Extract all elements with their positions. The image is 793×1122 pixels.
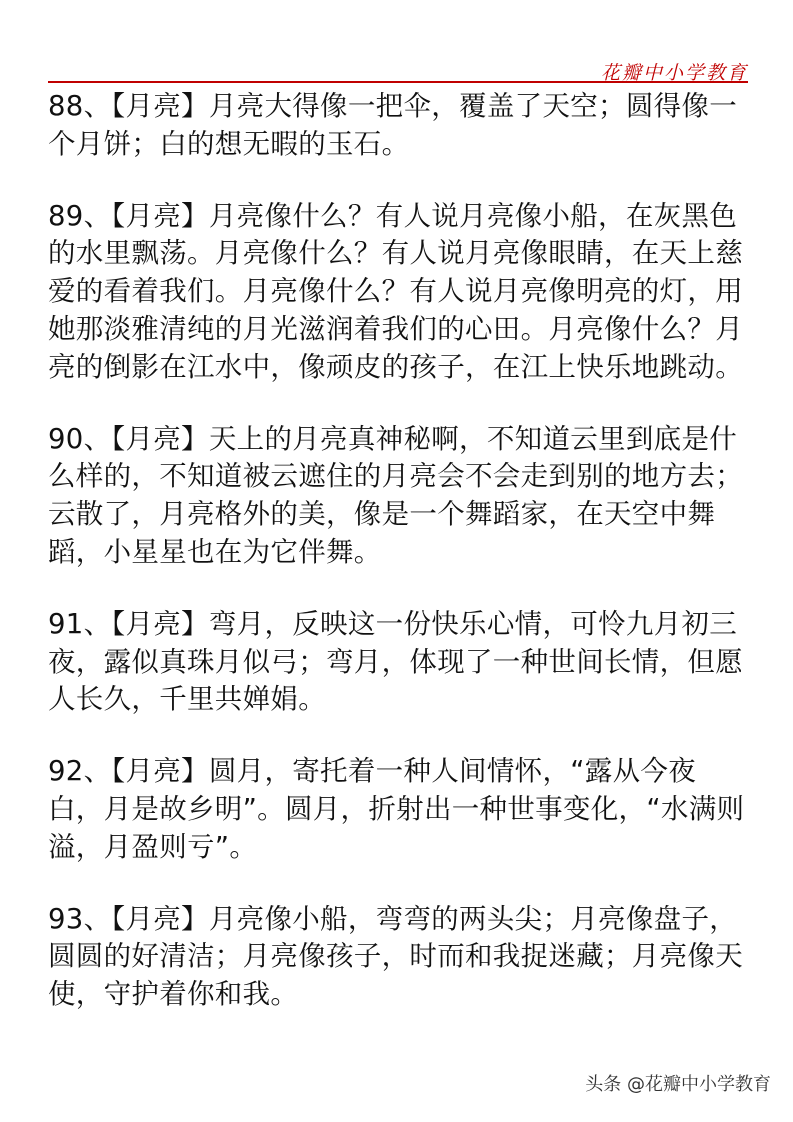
entry-text: 天上的月亮真神秘啊，不知道云里到底是什么样的，不知道被云遮住的月亮会不会走到别的地方去；云散了，月亮格外的美，像是一个舞蹈家，在天空中舞蹈，小星星也在为它伴舞。 <box>48 422 743 568</box>
entry-text: 月亮像小船，弯弯的两头尖；月亮像盘子，圆圆的好清洁；月亮像孩子，时而和我捉迷藏；月亮像天使，守护着你和我。 <box>48 902 743 1011</box>
entry-tag: 【月亮】 <box>111 607 209 640</box>
entry-tag: 【月亮】 <box>111 755 209 788</box>
entry-93 <box>48 901 750 1014</box>
entry-tag: 【月亮】 <box>111 199 209 232</box>
entry-number: 88、 <box>48 90 112 122</box>
header-divider <box>48 81 748 83</box>
entry-text: 月亮大得像一把伞，覆盖了天空；圆得像一个月饼；白的想无暇的玉石。 <box>48 90 738 160</box>
entry-text: 弯月，反映这一份快乐心情，可怜九月初三夜，露似真珠月似弓；弯月，体现了一种世间长情，但愿人长久，千里共婵娟。 <box>48 607 743 716</box>
entry-89 <box>48 198 750 387</box>
entry-91 <box>48 606 750 719</box>
entry-number: 93、 <box>48 902 112 935</box>
entry-number: 89、 <box>48 199 112 232</box>
footer-watermark: 头条 @花瓣中小学教育 <box>585 1074 771 1095</box>
entry-number: 91、 <box>48 607 112 640</box>
entry-tag: 【月亮】 <box>111 90 209 122</box>
entry-88 <box>48 88 750 164</box>
entry-92 <box>48 753 750 866</box>
entry-number: 90、 <box>48 422 112 455</box>
entry-tag: 【月亮】 <box>111 902 209 935</box>
entry-number: 92、 <box>48 755 112 788</box>
entry-text: 圆月，寄托着一种人间情怀，“露从今夜白，月是故乡明”。圆月，折射出一种世事变化，“水满则溢，月盈则亏”。 <box>48 755 745 863</box>
entry-tag: 【月亮】 <box>111 422 209 455</box>
header-brand: 花瓣中小学教育 <box>600 62 748 84</box>
document-body <box>48 88 750 1048</box>
entry-text: 月亮像什么？有人说月亮像小船，在灰黑色的水里飘荡。月亮像什么？有人说月亮像眼睛，在天上慈爱的看着我们。月亮像什么？有人说月亮像明亮的灯，用她那淡雅清纯的月光滋润着我们的心田。月亮像什么？月亮的倒影在江水中，像顽皮的孩子，在江上快乐地跳动。 <box>48 199 743 383</box>
entry-90 <box>48 421 750 572</box>
